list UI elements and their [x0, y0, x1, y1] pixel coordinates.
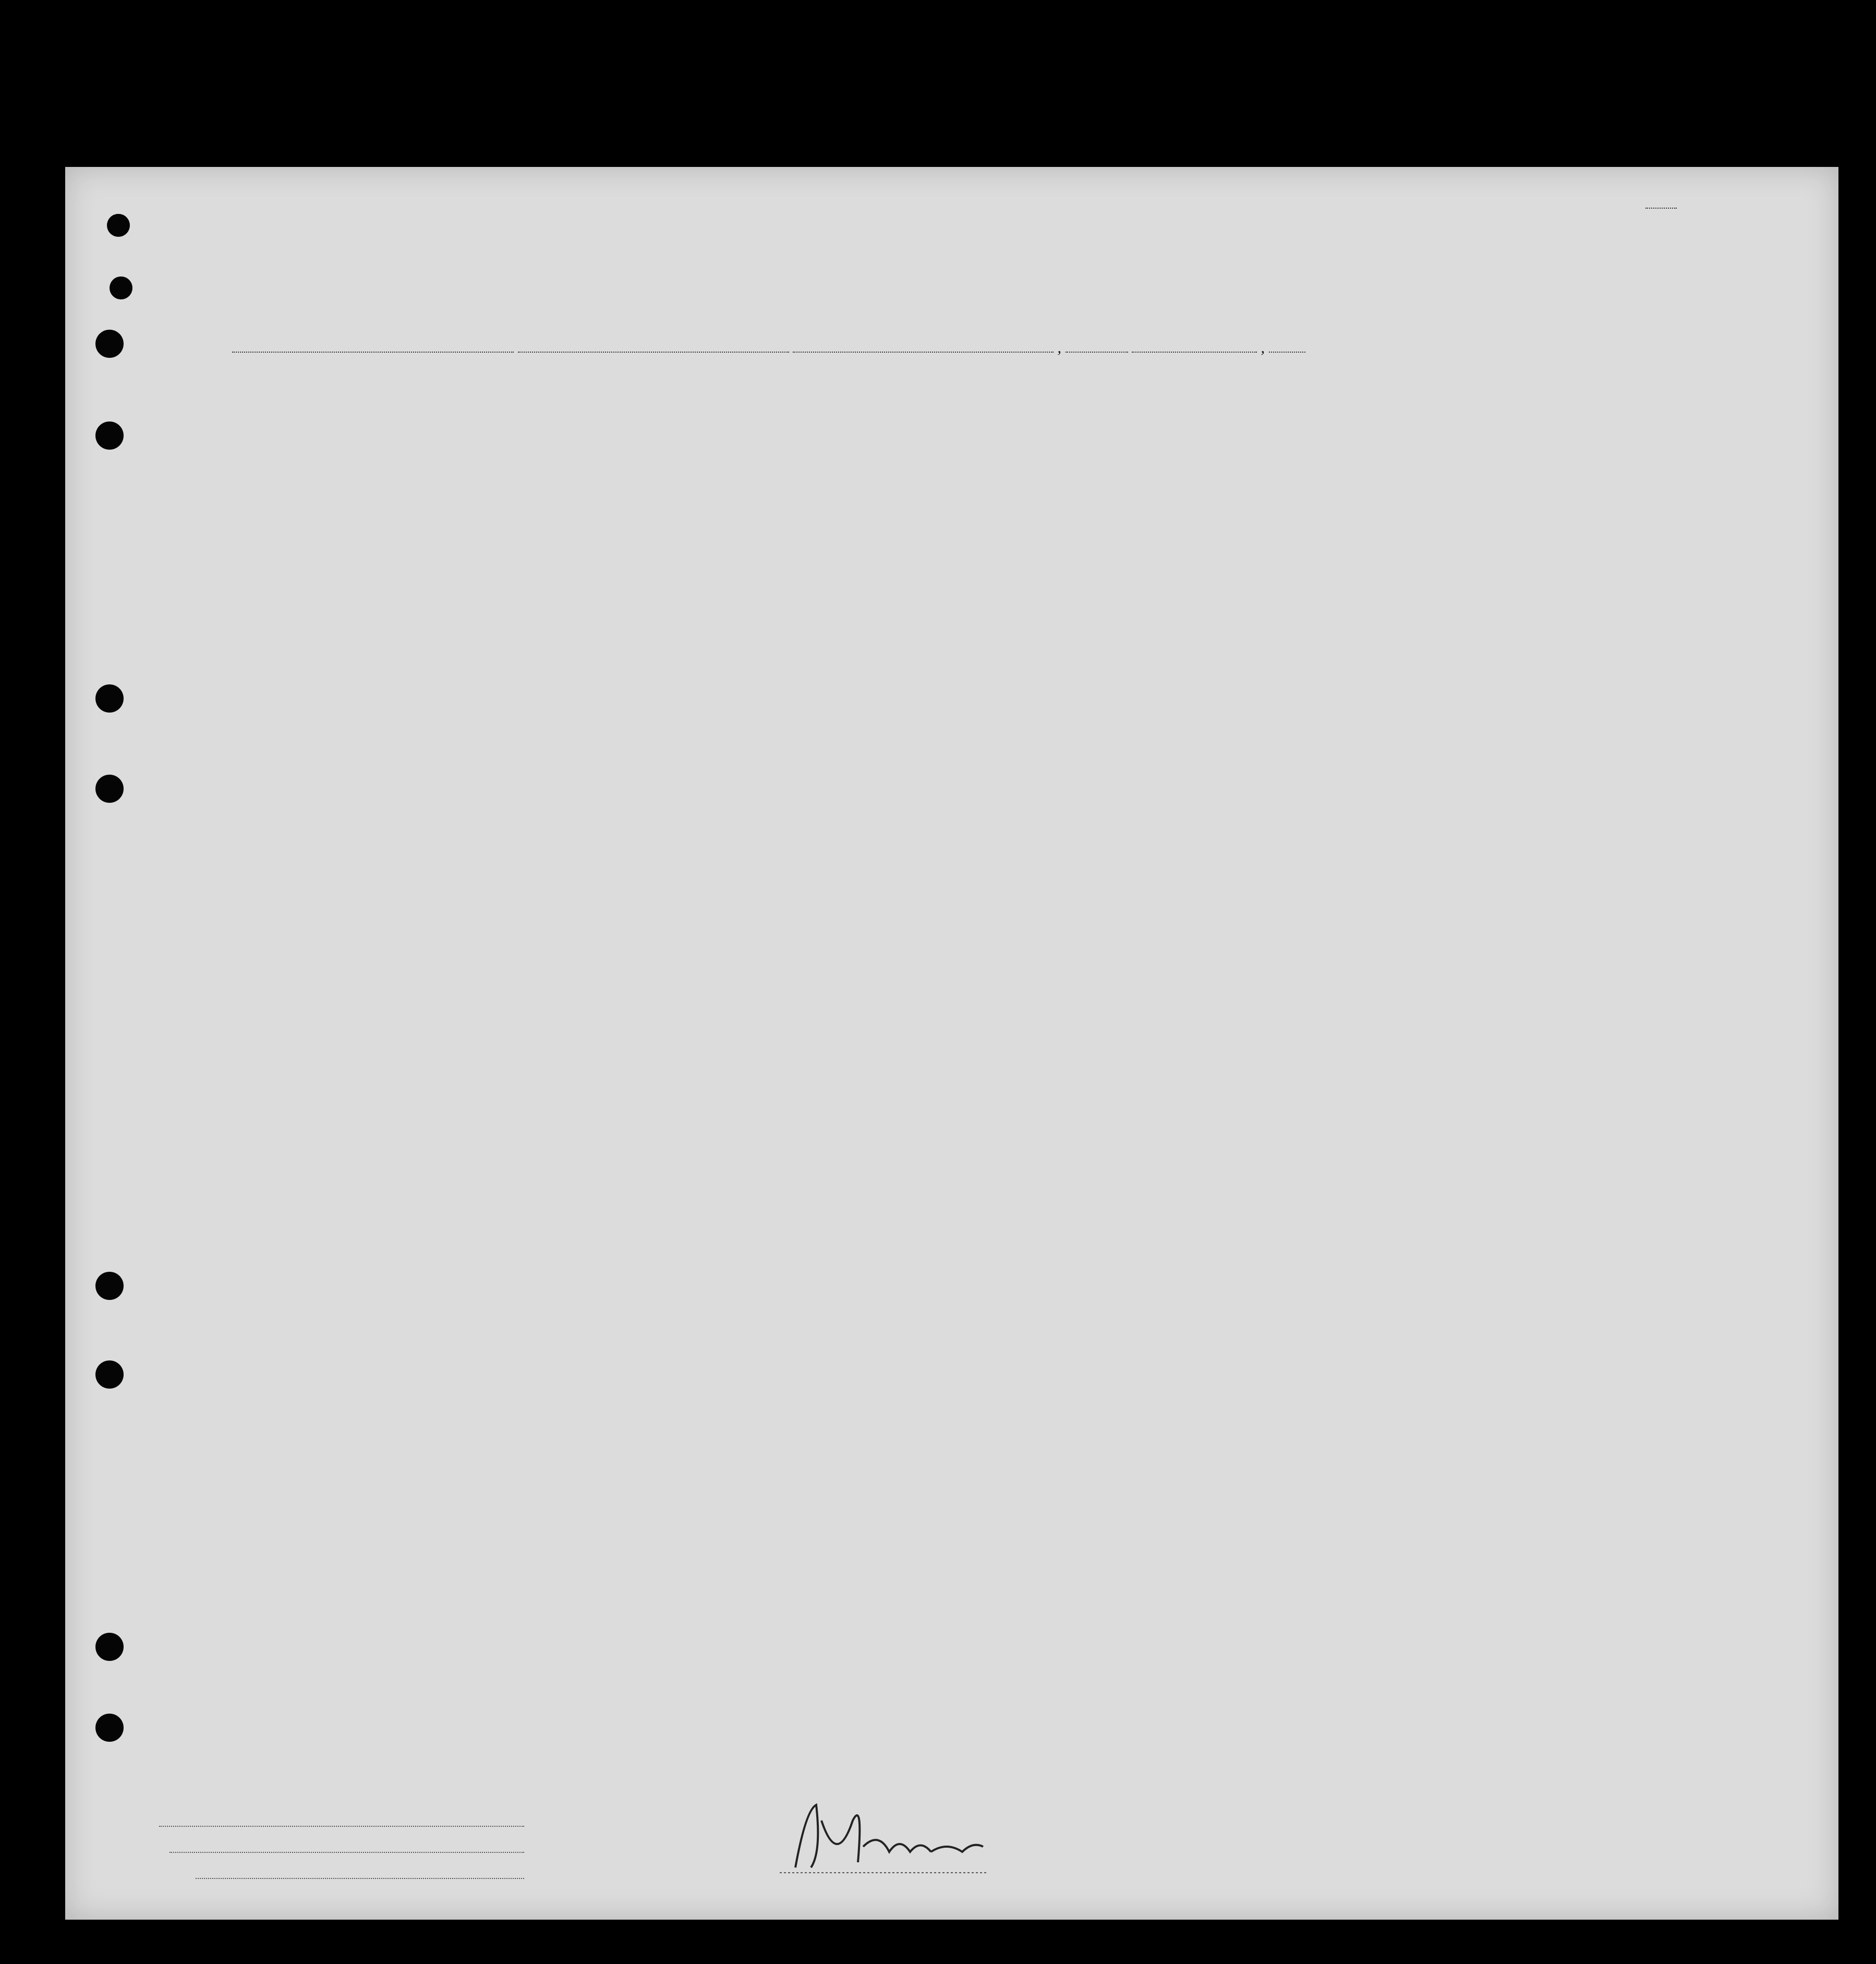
arrival-day	[1066, 352, 1128, 353]
binder-hole	[95, 775, 124, 803]
binder-hole	[95, 1714, 124, 1742]
manifest-sheet	[65, 167, 1838, 1920]
binder-hole	[95, 1272, 124, 1300]
local-agents-field	[196, 1878, 524, 1879]
binder-hole	[95, 1633, 124, 1661]
owners-field	[170, 1852, 524, 1853]
sheet-number	[1645, 193, 1677, 209]
arrival-month	[1132, 352, 1257, 353]
binder-hole	[107, 214, 130, 237]
binder-hole	[95, 421, 124, 450]
voyage-line: , ,	[232, 339, 1305, 357]
binder-hole	[95, 330, 124, 358]
manifest-grid	[65, 370, 1838, 1774]
binder-hole	[110, 276, 132, 299]
vessel-name	[232, 352, 514, 353]
binder-hole	[95, 1360, 124, 1389]
arrival-year	[1269, 352, 1305, 353]
binder-hole	[95, 684, 124, 713]
sheet-number-field	[1635, 193, 1677, 208]
inspector-signature	[774, 1789, 994, 1883]
line-field	[159, 1826, 524, 1827]
port-of-arrival	[793, 352, 1054, 353]
port-of-departure	[518, 352, 789, 353]
